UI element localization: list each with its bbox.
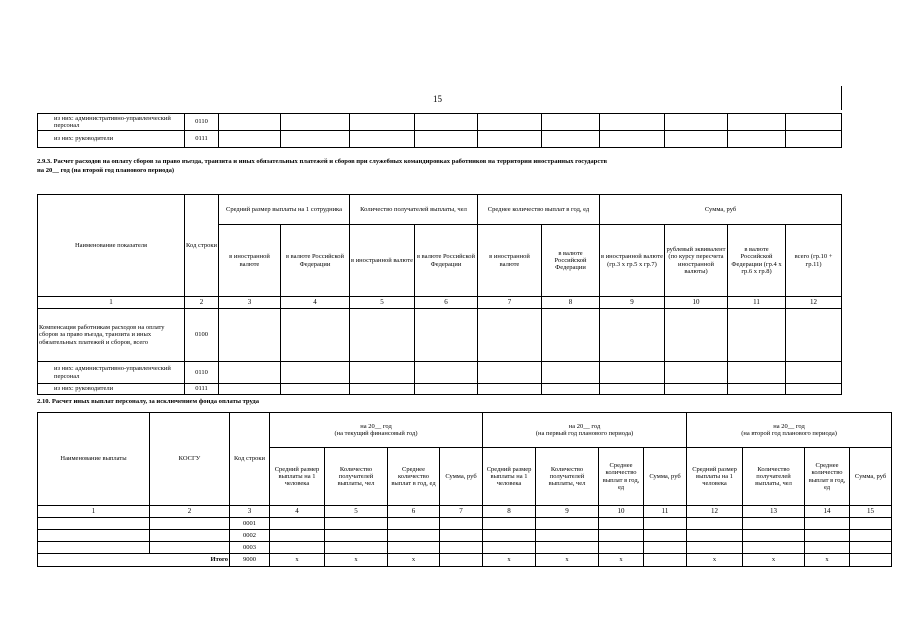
- table-row: [38, 530, 892, 542]
- col-number: 9: [600, 297, 665, 309]
- col-number: 7: [440, 506, 483, 518]
- col-number: 12: [786, 297, 842, 309]
- total-mark: x: [805, 554, 850, 567]
- total-mark: x: [536, 554, 599, 567]
- header-period-second: на 20__ год (на второй год планового периода): [687, 413, 892, 448]
- total-mark: x: [743, 554, 805, 567]
- header-avg-size: Средний размер выплаты на 1 человека: [270, 448, 325, 506]
- col-number: 2: [185, 297, 219, 309]
- header-recipients: Количество получателей выплаты, чел: [743, 448, 805, 506]
- row-code: 0003: [230, 542, 270, 554]
- header-foreign: в иностранной валюте: [478, 225, 542, 297]
- col-number: 11: [644, 506, 687, 518]
- col-number: 10: [599, 506, 644, 518]
- total-mark: x: [599, 554, 644, 567]
- margin-line: [841, 86, 842, 110]
- row-code: 0110: [185, 114, 219, 131]
- header-sum-rub: в валюте Российской Федерации (гр.4 x гр.6 x гр.8): [728, 225, 786, 297]
- col-number: 6: [415, 297, 478, 309]
- row-code: 0100: [185, 309, 219, 362]
- header-avg-count: Среднее количество выплат в год, ед: [805, 448, 850, 506]
- section-293-title: 2.9.3. Расчет расходов на оплату сборов за право въезда, транзита и иных обязательных платежей и сборов при служебных командировках работников на территории иностранных государств на 20__ год (на второй год планового периода): [37, 158, 608, 174]
- col-number: 5: [325, 506, 388, 518]
- row-name: Компенсация работникам расходов на оплату сборов за право въезда, транзита и иных обязательных платежей и сборов, всего: [38, 309, 185, 362]
- top-table: [37, 113, 842, 148]
- total-mark: x: [483, 554, 536, 567]
- header-sum-equiv: рублевый эквивалент (по курсу пересчета иностранной валюты): [665, 225, 728, 297]
- header-sum-foreign: в иностранной валюте (гр.3 x гр.5 x гр.7): [600, 225, 665, 297]
- header-sum: Сумма, руб: [440, 448, 483, 506]
- header-sum-total: всего (гр.10 + гр.11): [786, 225, 842, 297]
- row-code: 0111: [185, 384, 219, 395]
- table-row: [38, 131, 842, 148]
- header-recipients: Количество получателей выплаты, чел: [350, 195, 478, 225]
- col-number: 1: [38, 506, 150, 518]
- header-avg-payment: Средний размер выплаты на 1 сотрудника: [219, 195, 350, 225]
- header-name: Наименование показателя: [38, 195, 185, 297]
- header-kosgu: КОСГУ: [150, 413, 230, 506]
- col-number: 11: [728, 297, 786, 309]
- header-avg-count: Среднее количество выплат в год, ед: [599, 448, 644, 506]
- header-sum: Сумма, руб: [644, 448, 687, 506]
- header-rub: в валюте Российской Федерации: [281, 225, 350, 297]
- page-number: 15: [433, 94, 442, 104]
- row-code: 0110: [185, 362, 219, 384]
- header-code: Код строки: [230, 413, 270, 506]
- col-number: 3: [230, 506, 270, 518]
- header-period-current: на 20__ год (на текущий финансовый год): [270, 413, 483, 448]
- header-name: Наименование выплаты: [38, 413, 150, 506]
- total-mark: x: [325, 554, 388, 567]
- header-foreign: в иностранной валюте: [350, 225, 415, 297]
- header-recipients: Количество получателей выплаты, чел: [325, 448, 388, 506]
- header-avg-size: Средний размер выплаты на 1 человека: [687, 448, 743, 506]
- col-number: 8: [542, 297, 600, 309]
- header-sum: Сумма, руб: [850, 448, 892, 506]
- header-recipients: Количество получателей выплаты, чел: [536, 448, 599, 506]
- section-210-title: 2.10. Расчет иных выплат персоналу, за исключением фонда оплаты труда: [37, 398, 260, 405]
- table-row: [38, 114, 842, 131]
- col-number: 6: [388, 506, 440, 518]
- total-row: [38, 554, 892, 567]
- column-numbers-row: [38, 506, 892, 518]
- header-rub: в валюте Российской Федерации: [415, 225, 478, 297]
- total-mark: x: [388, 554, 440, 567]
- col-number: 13: [743, 506, 805, 518]
- col-number: 4: [270, 506, 325, 518]
- header-code: Код строки: [185, 195, 219, 297]
- row-name: из них: административно-управленческий персонал: [38, 114, 185, 131]
- table-row: [38, 384, 842, 395]
- col-number: 10: [665, 297, 728, 309]
- header-avg-count: Среднее количество выплат в год, ед: [478, 195, 600, 225]
- col-number: 2: [150, 506, 230, 518]
- header-foreign: в иностранной валюте: [219, 225, 281, 297]
- row-code: 0001: [230, 518, 270, 530]
- row-name: из них: руководители: [38, 131, 185, 148]
- total-mark: x: [687, 554, 743, 567]
- total-label: Итого: [38, 554, 230, 567]
- col-number: 3: [219, 297, 281, 309]
- table-row: [38, 542, 892, 554]
- table-row: [38, 309, 842, 362]
- header-avg-size: Средний размер выплаты на 1 человека: [483, 448, 536, 506]
- col-number: 4: [281, 297, 350, 309]
- table-row: [38, 362, 842, 384]
- total-code: 9000: [230, 554, 270, 567]
- table-row: [38, 518, 892, 530]
- row-code: 0111: [185, 131, 219, 148]
- col-number: 8: [483, 506, 536, 518]
- total-mark: x: [270, 554, 325, 567]
- header-period-first: на 20__ год (на первый год планового периода): [483, 413, 687, 448]
- section-210-table: [37, 412, 892, 567]
- row-code: 0002: [230, 530, 270, 542]
- col-number: 5: [350, 297, 415, 309]
- col-number: 14: [805, 506, 850, 518]
- header-avg-count: Среднее количество выплат в год, ед: [388, 448, 440, 506]
- col-number: 7: [478, 297, 542, 309]
- header-rub: в валюте Российской Федерации: [542, 225, 600, 297]
- col-number: 12: [687, 506, 743, 518]
- row-name: из них: руководители: [38, 384, 185, 395]
- row-name: из них: административно-управленческий персонал: [38, 362, 185, 384]
- col-number: 1: [38, 297, 185, 309]
- col-number: 15: [850, 506, 892, 518]
- section-293-table: [37, 194, 842, 395]
- column-numbers-row: [38, 297, 842, 309]
- header-sum: Сумма, руб: [600, 195, 842, 225]
- col-number: 9: [536, 506, 599, 518]
